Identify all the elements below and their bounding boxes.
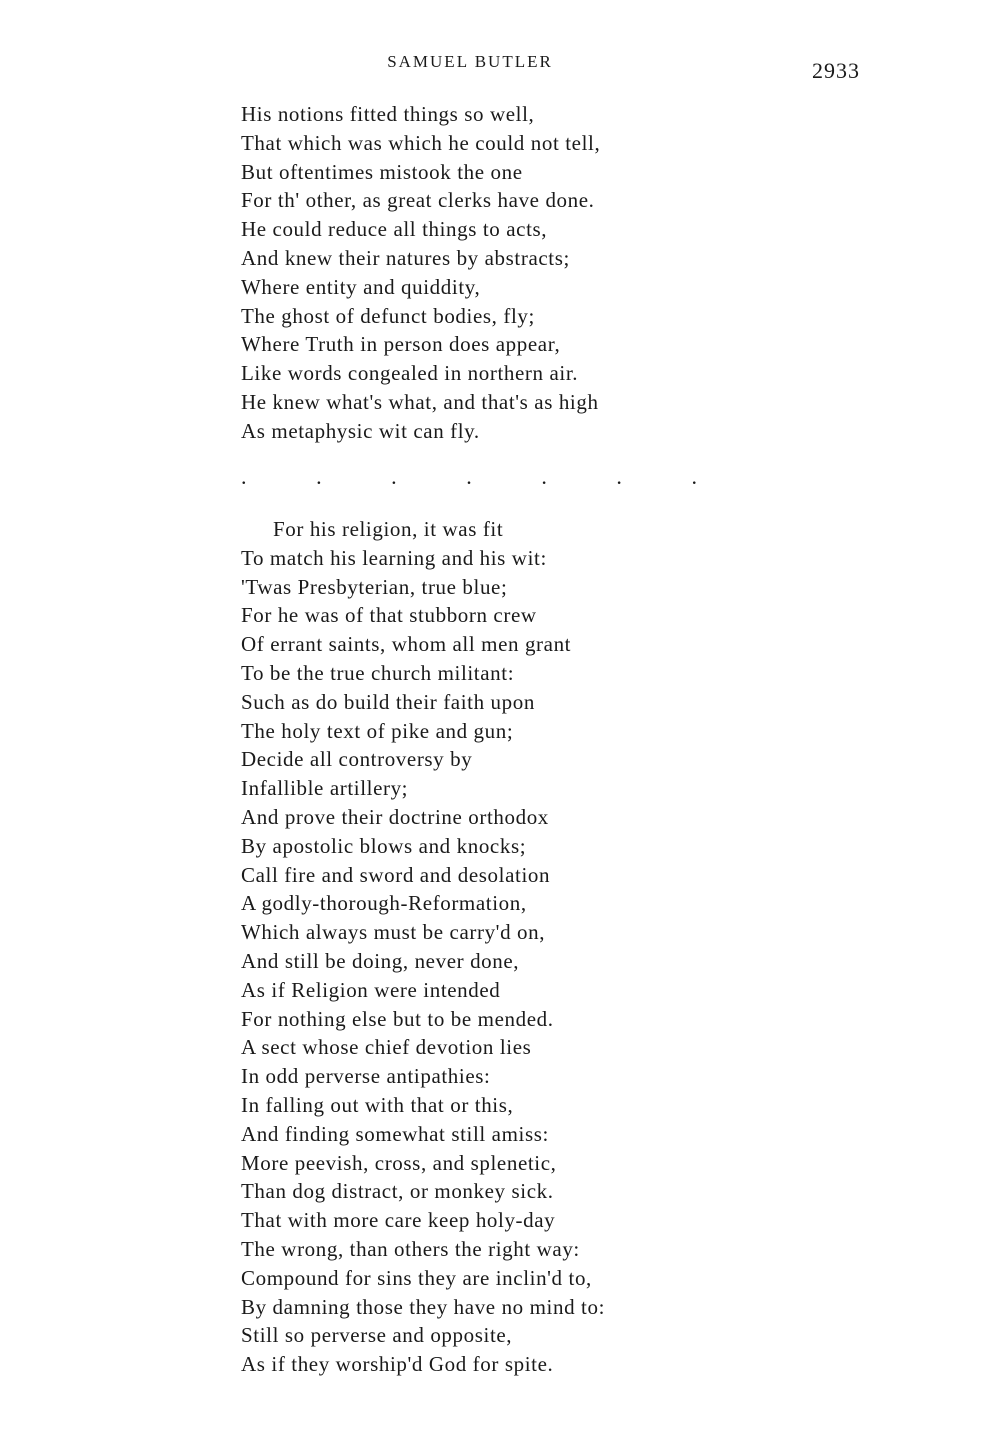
poem-line: As if they worship'd God for spite.: [241, 1352, 554, 1377]
poem-line: And knew their natures by abstracts;: [241, 245, 570, 270]
poem-line: His notions fitted things so well,: [241, 102, 535, 126]
poem-line: The wrong, than others the right way:: [241, 1236, 580, 1261]
poem-line: Such as do build their faith upon: [241, 689, 535, 714]
page-number: 2933: [812, 58, 860, 83]
poem-line: Call fire and sword and desolation: [241, 862, 551, 887]
ellipsis-separator: [241, 464, 697, 489]
poem-line: And still be doing, never done,: [241, 948, 520, 973]
poem-line: He could reduce all things to acts,: [241, 217, 548, 242]
poem-line: By apostolic blows and knocks;: [241, 833, 527, 858]
running-head: SAMUEL BUTLER: [387, 52, 553, 71]
poem-line: Like words congealed in northern air.: [241, 361, 579, 386]
ellipsis-dot: .: [616, 464, 622, 489]
poem-line: A godly-thorough-Reformation,: [241, 891, 527, 916]
poem-line: More peevish, cross, and splenetic,: [241, 1150, 557, 1175]
stanza-1: [241, 100, 600, 446]
poem-line: That with more care keep holy-day: [241, 1208, 556, 1233]
ellipsis-dot: .: [541, 464, 547, 489]
poem-line: For his religion, it was fit: [273, 517, 504, 541]
poem-line: Decide all controversy by: [241, 747, 473, 772]
poem-line: Compound for sins they are inclin'd to,: [241, 1265, 592, 1290]
ellipsis-dot: .: [316, 464, 322, 489]
poem-line: As if Religion were intended: [241, 977, 501, 1002]
ellipsis-dot: .: [466, 464, 472, 489]
stanza-2: [241, 515, 605, 1379]
poem-line: Still so perverse and opposite,: [241, 1323, 513, 1348]
poem-line: And finding somewhat still amiss:: [241, 1121, 549, 1146]
poem-line: He knew what's what, and that's as high: [241, 389, 599, 414]
ellipsis-dot: .: [241, 464, 247, 489]
poem-line: To match his learning and his wit:: [241, 545, 547, 570]
poem-line: In odd perverse antipathies:: [241, 1064, 491, 1089]
poem-line: And prove their doctrine orthodox: [241, 804, 549, 829]
poem-line: Where Truth in person does appear,: [241, 332, 561, 357]
poem-line: A sect whose chief devotion lies: [241, 1035, 532, 1060]
poem-line: That which was which he could not tell,: [241, 130, 601, 155]
poem-line: But oftentimes mistook the one: [241, 159, 523, 184]
poem-line: To be the true church militant:: [241, 660, 515, 685]
poem-line: Which always must be carry'd on,: [241, 920, 546, 945]
ellipsis-dot: .: [691, 464, 697, 489]
poem-line: Of errant saints, whom all men grant: [241, 632, 572, 657]
poem-line: Than dog distract, or monkey sick.: [241, 1179, 554, 1204]
poem-line: Infallible artillery;: [241, 776, 409, 801]
poem-line: As metaphysic wit can fly.: [241, 418, 480, 443]
poem-line: For nothing else but to be mended.: [241, 1006, 554, 1031]
poem-line: 'Twas Presbyterian, true blue;: [241, 574, 508, 599]
poem-line: For he was of that stubborn crew: [241, 603, 537, 628]
poem-line: By damning those they have no mind to:: [241, 1294, 606, 1319]
poem-line: In falling out with that or this,: [241, 1092, 514, 1117]
poem-line: The holy text of pike and gun;: [241, 718, 514, 743]
poem-line: The ghost of defunct bodies, fly;: [241, 303, 535, 328]
poem-line: For th' other, as great clerks have done.: [241, 188, 595, 213]
ellipsis-dot: .: [391, 464, 397, 489]
poem-line: Where entity and quiddity,: [241, 274, 481, 299]
